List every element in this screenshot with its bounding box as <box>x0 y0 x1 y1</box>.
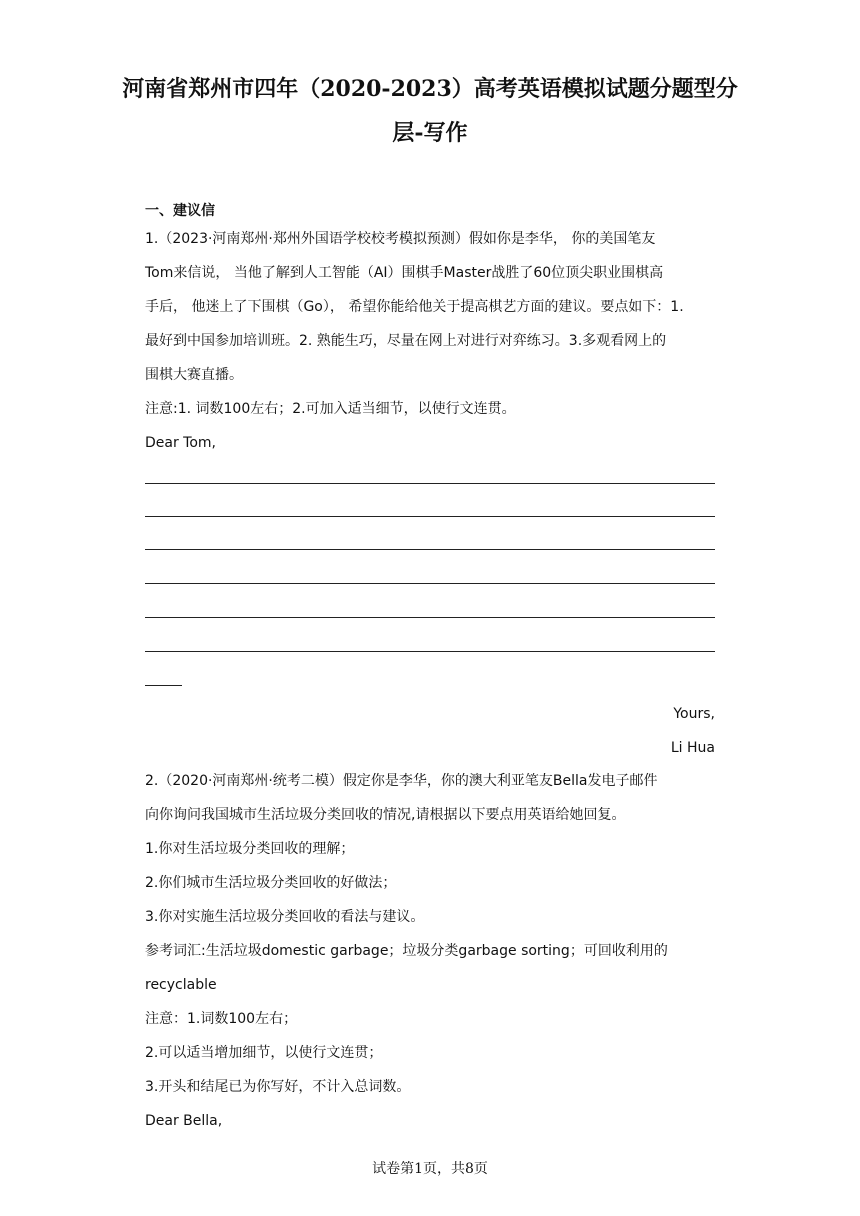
q1-note: 注意:1. 词数100左右；2.可加入适当细节，以使行文连贯。 <box>145 401 516 417</box>
q1-text-line: 1.（2023·河南郑州·郑州外国语学校校考模拟预测）假如你是李华， 你的美国笔友 <box>145 231 656 247</box>
q2-point: 3.你对实施生活垃圾分类回收的看法与建议。 <box>145 909 425 925</box>
q1-text-line: 围棋大赛直播。 <box>145 367 243 383</box>
answer-line[interactable] <box>145 549 715 550</box>
q1-closing: Yours, <box>673 706 715 722</box>
q2-note: 2.可以适当增加细节，以使行文连贯； <box>145 1045 383 1061</box>
page-title-line-1: 河南省郑州市四年（2020-2023）高考英语模拟试题分题型分 <box>122 76 738 102</box>
q1-text-line: 手后， 他迷上了下围棋（Go）， 希望你能给他关于提高棋艺方面的建议。要点如下：1. <box>145 299 684 315</box>
section-heading: 一、建议信 <box>145 203 215 219</box>
page-footer: 试卷第1页，共8页 <box>372 1161 488 1177</box>
answer-line[interactable] <box>145 583 715 584</box>
answer-line[interactable] <box>145 651 715 652</box>
q2-vocab: recyclable <box>145 977 217 993</box>
q2-greeting: Dear Bella, <box>145 1113 223 1129</box>
q1-signature: Li Hua <box>670 740 715 756</box>
answer-line[interactable] <box>145 516 715 517</box>
answer-line[interactable] <box>145 483 715 484</box>
answer-line[interactable] <box>145 617 715 618</box>
page-title-line-2: 层-写作 <box>392 120 468 146</box>
answer-line-end[interactable] <box>145 685 182 686</box>
q2-text-line: 2.（2020·河南郑州·统考二模）假定你是李华，你的澳大利亚笔友Bella发电子邮件 <box>145 773 658 789</box>
q2-note: 注意：1.词数100左右； <box>145 1011 298 1027</box>
q2-note: 3.开头和结尾已为你写好，不计入总词数。 <box>145 1079 411 1095</box>
q1-text-line: 最好到中国参加培训班。2. 熟能生巧，尽量在网上对进行对弈练习。3.多观看网上的 <box>145 333 667 349</box>
q2-point: 2.你们城市生活垃圾分类回收的好做法； <box>145 875 397 891</box>
q1-greeting: Dear Tom, <box>145 435 217 451</box>
q1-text-line: Tom来信说， 当他了解到人工智能（AI）围棋手Master战胜了60位顶尖职业围棋高 <box>145 265 664 281</box>
q2-vocab: 参考词汇:生活垃圾domestic garbage；垃圾分类garbage sorting；可回收利用的 <box>145 943 668 959</box>
q2-point: 1.你对生活垃圾分类回收的理解； <box>145 841 355 857</box>
q2-text-line: 向你询问我国城市生活垃圾分类回收的情况,请根据以下要点用英语给她回复。 <box>145 807 626 823</box>
